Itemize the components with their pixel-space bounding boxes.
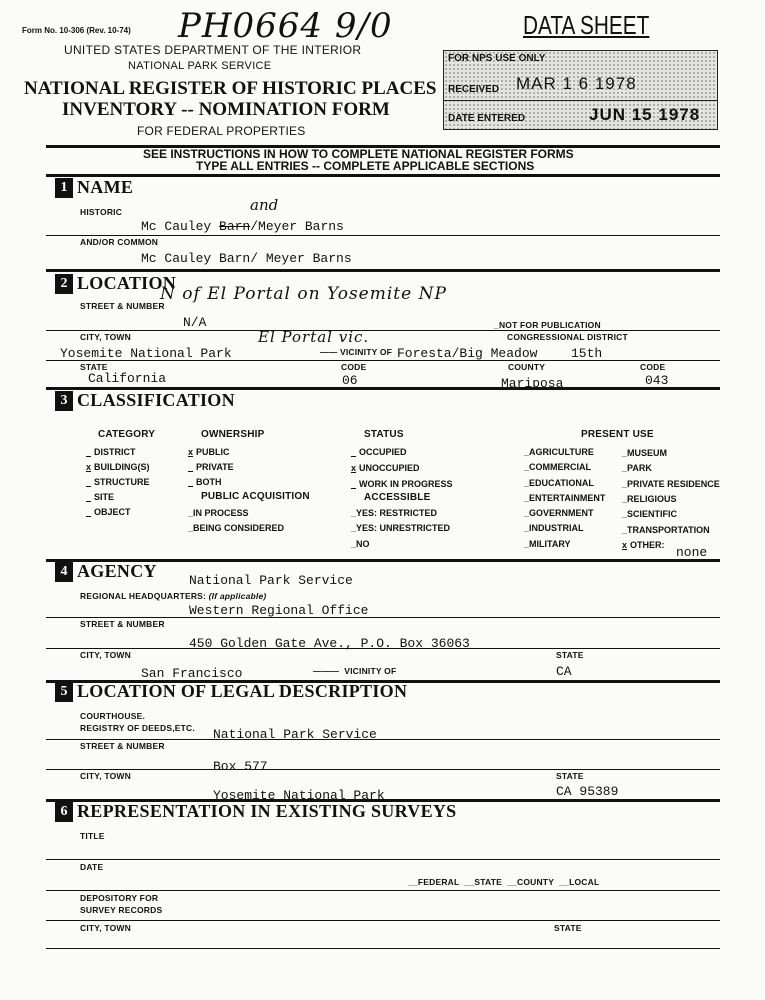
option-label: AGRICULTURE bbox=[529, 447, 594, 457]
nps-use-box bbox=[443, 50, 718, 130]
level-county[interactable]: __COUNTY bbox=[507, 877, 555, 887]
service-name: NATIONAL PARK SERVICE bbox=[128, 60, 272, 72]
option-label: STRUCTURE bbox=[94, 477, 150, 487]
option-label: GOVERNMENT bbox=[529, 508, 594, 518]
courthouse-value: National Park Service bbox=[213, 727, 377, 742]
agency-value: National Park Service bbox=[189, 573, 353, 588]
level-label: COUNTY bbox=[516, 877, 555, 887]
historic-insert: and bbox=[250, 196, 279, 214]
check-mark bbox=[351, 479, 359, 489]
county-label: COUNTY bbox=[508, 362, 546, 372]
city-handwritten: El Portal vic. bbox=[258, 328, 370, 346]
option-label: NO bbox=[356, 539, 370, 549]
ownership-private[interactable] bbox=[188, 462, 234, 472]
courthouse-label: COURTHOUSE. bbox=[80, 711, 146, 721]
accessible-heading: ACCESSIBLE bbox=[364, 492, 431, 503]
section-title: REPRESENTATION IN EXISTING SURVEYS bbox=[77, 801, 457, 821]
date-entered-label: DATE ENTERED bbox=[448, 113, 526, 124]
level-local[interactable]: __LOCAL bbox=[559, 877, 600, 887]
rule bbox=[46, 769, 720, 770]
check-mark bbox=[188, 477, 196, 487]
use-entertainment[interactable]: _ENTERTAINMENT bbox=[524, 493, 606, 503]
form-title: NATIONAL REGISTER OF HISTORIC PLACES bbox=[24, 78, 437, 99]
street-handwritten: N of El Portal on Yosemite NP bbox=[160, 284, 447, 304]
accessible-unrestricted[interactable]: _YES: UNRESTRICTED bbox=[351, 523, 451, 533]
option-label: SCIENTIFIC bbox=[627, 509, 678, 519]
agency-state-value: CA bbox=[556, 664, 572, 679]
city-label: CITY, TOWN bbox=[80, 332, 131, 342]
option-label: EDUCATIONAL bbox=[529, 478, 594, 488]
section-number: 6 bbox=[55, 802, 73, 822]
level-label: FEDERAL bbox=[417, 877, 460, 887]
ownership-heading: OWNERSHIP bbox=[201, 429, 265, 440]
section-title: AGENCY bbox=[77, 561, 157, 581]
nps-box-heading: FOR NPS USE ONLY bbox=[448, 53, 546, 64]
level-federal[interactable]: __FEDERAL bbox=[408, 877, 460, 887]
check-mark bbox=[86, 492, 94, 502]
option-label: PARK bbox=[627, 463, 652, 473]
received-label: RECEIVED bbox=[448, 84, 500, 95]
check-mark: x bbox=[622, 540, 628, 550]
option-label: RELIGIOUS bbox=[627, 494, 677, 504]
option-label: WORK IN PROGRESS bbox=[359, 479, 453, 489]
other-value: none bbox=[676, 545, 708, 560]
nps-box-divider bbox=[444, 100, 717, 101]
section5-heading bbox=[55, 681, 407, 702]
regional-note: (If applicable) bbox=[208, 591, 267, 601]
section3-heading bbox=[55, 390, 235, 411]
ownership-public[interactable] bbox=[188, 447, 230, 457]
section2-heading bbox=[55, 273, 176, 294]
code-value: 06 bbox=[342, 373, 358, 388]
regional-hq-label bbox=[80, 591, 266, 601]
option-label: MILITARY bbox=[529, 539, 571, 549]
option-label: COMMERCIAL bbox=[529, 462, 592, 472]
use-religious[interactable]: _RELIGIOUS bbox=[622, 494, 677, 504]
use-military[interactable]: _MILITARY bbox=[524, 539, 571, 549]
status-occupied[interactable] bbox=[351, 447, 407, 457]
survey-levels bbox=[408, 877, 599, 887]
registry-label: REGISTRY OF DEEDS,ETC. bbox=[80, 723, 195, 733]
check-mark bbox=[86, 477, 94, 487]
category-structure[interactable] bbox=[86, 477, 150, 487]
option-label: DISTRICT bbox=[94, 447, 136, 457]
legal-state-label: STATE bbox=[556, 771, 584, 781]
acquisition-in-process[interactable]: _IN PROCESS bbox=[188, 508, 249, 518]
not-for-publication: _NOT FOR PUBLICATION bbox=[494, 320, 601, 330]
regional-label: REGIONAL HEADQUARTERS: bbox=[80, 591, 207, 601]
agency-vicinity: ——— VICINITY OF bbox=[313, 666, 397, 676]
historic-name-pre: Mc Cauley bbox=[141, 219, 220, 234]
section-number: 3 bbox=[55, 391, 73, 411]
section-title: LOCATION OF LEGAL DESCRIPTION bbox=[77, 681, 408, 701]
section-title: NAME bbox=[77, 177, 134, 197]
option-label: OBJECT bbox=[94, 507, 131, 517]
category-heading: CATEGORY bbox=[98, 429, 156, 440]
rule bbox=[46, 859, 720, 860]
category-site[interactable] bbox=[86, 492, 114, 502]
historic-name-post: /Meyer Barns bbox=[250, 219, 344, 234]
ownership-both[interactable] bbox=[188, 477, 222, 487]
check-mark bbox=[351, 447, 359, 457]
rule bbox=[46, 648, 720, 649]
check-mark: x bbox=[188, 447, 194, 457]
check-mark bbox=[86, 507, 94, 517]
code-label: CODE bbox=[341, 362, 367, 372]
level-state[interactable]: __STATE bbox=[464, 877, 502, 887]
survey-state-label: STATE bbox=[554, 923, 582, 933]
agency-city-label: CITY, TOWN bbox=[80, 650, 131, 660]
survey-date-label: DATE bbox=[80, 862, 104, 872]
section-title: LOCATION bbox=[77, 273, 177, 293]
accessible-no[interactable]: _NO bbox=[351, 539, 370, 549]
historic-label: HISTORIC bbox=[80, 207, 123, 217]
survey-city-label: CITY, TOWN bbox=[80, 923, 131, 933]
legal-street-label: STREET & NUMBER bbox=[80, 741, 165, 751]
survey-records-label: SURVEY RECORDS bbox=[80, 905, 163, 915]
depository-label: DEPOSITORY FOR bbox=[80, 893, 159, 903]
use-government[interactable]: _GOVERNMENT bbox=[524, 508, 594, 518]
common-label: AND/OR COMMON bbox=[80, 237, 159, 247]
vicinity-value: Foresta/Big Meadow bbox=[397, 346, 538, 361]
category-district[interactable] bbox=[86, 447, 136, 457]
option-label: ENTERTAINMENT bbox=[529, 493, 606, 503]
rule bbox=[46, 360, 720, 361]
option-label: INDUSTRIAL bbox=[529, 523, 584, 533]
public-acquisition-heading: PUBLIC ACQUISITION bbox=[201, 491, 310, 502]
check-mark bbox=[86, 447, 94, 457]
option-label: MUSEUM bbox=[627, 448, 668, 458]
rule bbox=[46, 235, 720, 236]
rule bbox=[46, 739, 720, 740]
status-heading: STATUS bbox=[364, 429, 404, 440]
use-industrial[interactable]: _INDUSTRIAL bbox=[524, 523, 584, 533]
option-label: OTHER: bbox=[630, 540, 665, 550]
street-value: N/A bbox=[183, 315, 207, 330]
historic-name-struck: Barn bbox=[219, 219, 251, 234]
district-value: 15th bbox=[571, 346, 603, 361]
option-label: IN PROCESS bbox=[193, 508, 249, 518]
status-unoccupied[interactable] bbox=[351, 463, 420, 473]
state-label: STATE bbox=[80, 362, 108, 372]
section6-heading bbox=[55, 801, 457, 822]
section1-top-rule bbox=[46, 174, 720, 177]
vicinity-label: VICINITY OF bbox=[344, 666, 397, 676]
option-label: YES: UNRESTRICTED bbox=[356, 523, 451, 533]
category-object[interactable] bbox=[86, 507, 131, 517]
form-number: Form No. 10-306 (Rev. 10-74) bbox=[22, 26, 131, 35]
level-label: LOCAL bbox=[569, 877, 600, 887]
legal-state-value: CA 95389 bbox=[556, 784, 619, 799]
department-name: UNITED STATES DEPARTMENT OF THE INTERIOR bbox=[64, 43, 362, 57]
common-name-value: Mc Cauley Barn/ Meyer Barns bbox=[141, 251, 352, 266]
section4-heading bbox=[55, 561, 157, 582]
option-label: PRIVATE bbox=[196, 462, 234, 472]
instructions-line2: TYPE ALL ENTRIES -- COMPLETE APPLICABLE SECTIONS bbox=[196, 159, 535, 173]
acquisition-being-considered[interactable]: _BEING CONSIDERED bbox=[188, 523, 285, 533]
status-work-in-progress[interactable] bbox=[351, 479, 453, 489]
agency-city-value: San Francisco bbox=[141, 666, 243, 681]
category-buildings[interactable] bbox=[86, 462, 150, 472]
check-mark bbox=[188, 462, 196, 472]
level-label: STATE bbox=[474, 877, 502, 887]
city-value: Yosemite National Park bbox=[60, 346, 232, 361]
agency-state-label: STATE bbox=[556, 650, 584, 660]
accessible-restricted[interactable]: _YES: RESTRICTED bbox=[351, 508, 438, 518]
option-label: PUBLIC bbox=[196, 447, 230, 457]
vicinity-label: VICINITY OF bbox=[339, 347, 393, 357]
legal-street-value: Box 577 bbox=[213, 759, 268, 774]
legal-city-value: Yosemite National Park bbox=[213, 788, 385, 803]
form-subtitle: INVENTORY -- NOMINATION FORM bbox=[62, 99, 390, 120]
legal-city-label: CITY, TOWN bbox=[80, 771, 131, 781]
section-number: 5 bbox=[55, 682, 73, 702]
use-museum[interactable]: _MUSEUM bbox=[622, 448, 668, 458]
section-title: CLASSIFICATION bbox=[77, 390, 235, 410]
historic-name-value bbox=[141, 219, 344, 234]
received-date: MAR 1 6 1978 bbox=[516, 74, 637, 93]
not-for-publication-label: NOT FOR PUBLICATION bbox=[498, 320, 601, 330]
check-mark: x bbox=[351, 463, 357, 473]
option-label: BEING CONSIDERED bbox=[193, 523, 285, 533]
option-label: OCCUPIED bbox=[359, 447, 407, 457]
street-label: STREET & NUMBER bbox=[80, 301, 165, 311]
use-other[interactable] bbox=[622, 540, 665, 550]
use-agriculture[interactable]: _AGRICULTURE bbox=[524, 447, 594, 457]
use-commercial[interactable]: _COMMERCIAL bbox=[524, 462, 592, 472]
rule bbox=[46, 330, 720, 331]
instructions-line1: SEE INSTRUCTIONS IN HOW TO COMPLETE NATIONAL REGISTER FORMS bbox=[143, 147, 574, 161]
vicinity-of: —— VICINITY OF bbox=[320, 347, 393, 357]
option-label: BUILDING(S) bbox=[94, 462, 150, 472]
option-label: YES: RESTRICTED bbox=[356, 508, 438, 518]
present-use-heading: PRESENT USE bbox=[581, 429, 654, 440]
check-mark: x bbox=[86, 462, 92, 472]
regional-value: Western Regional Office bbox=[189, 603, 369, 618]
county-code-label: CODE bbox=[640, 362, 666, 372]
section1-heading bbox=[55, 177, 133, 198]
survey-title-label: TITLE bbox=[80, 831, 105, 841]
rule bbox=[46, 948, 720, 949]
option-label: TRANSPORTATION bbox=[627, 525, 710, 535]
rule bbox=[46, 890, 720, 891]
county-value: Mariposa bbox=[501, 376, 564, 391]
section-number: 1 bbox=[55, 178, 73, 198]
section2-top-rule bbox=[46, 269, 720, 272]
use-educational[interactable]: _EDUCATIONAL bbox=[524, 478, 594, 488]
county-code-value: 043 bbox=[645, 373, 669, 388]
section-number: 4 bbox=[55, 562, 73, 582]
option-label: SITE bbox=[94, 492, 115, 502]
agency-street-label: STREET & NUMBER bbox=[80, 619, 165, 629]
use-private-residence[interactable]: _PRIVATE RESIDENCE bbox=[622, 479, 720, 489]
date-entered-value: JUN 15 1978 bbox=[589, 105, 701, 124]
state-value: California bbox=[88, 371, 167, 386]
use-scientific[interactable]: _SCIENTIFIC bbox=[622, 509, 678, 519]
use-park[interactable]: _PARK bbox=[622, 463, 652, 473]
congressional-label: CONGRESSIONAL DISTRICT bbox=[507, 332, 628, 342]
handwritten-id: PH0664 9/0 bbox=[178, 6, 393, 46]
option-label: PRIVATE RESIDENCE bbox=[627, 479, 720, 489]
rule bbox=[46, 617, 720, 618]
use-transportation[interactable]: _TRANSPORTATION bbox=[622, 525, 710, 535]
option-label: UNOCCUPIED bbox=[359, 463, 420, 473]
rule bbox=[46, 920, 720, 921]
option-label: BOTH bbox=[196, 477, 222, 487]
agency-street-value: 450 Golden Gate Ave., P.O. Box 36063 bbox=[189, 636, 470, 651]
section-number: 2 bbox=[55, 274, 73, 294]
data-sheet-stamp: DATA SHEET bbox=[523, 10, 650, 40]
for-federal-properties: FOR FEDERAL PROPERTIES bbox=[137, 124, 306, 138]
